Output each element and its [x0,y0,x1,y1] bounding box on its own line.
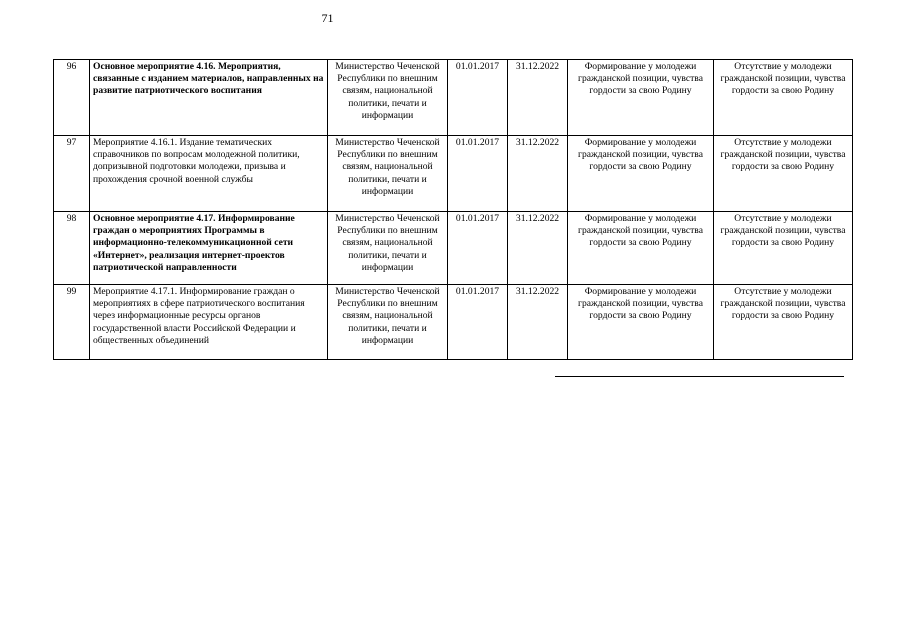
measure-name: Мероприятие 4.16.1. Издание тематических справочников по вопросам молодежной политики, допризывной подготовки молодежи, призыва и прохождения срочной военной службы [90,136,328,212]
expected-result: Формирование у молодежи гражданской позиции, чувства гордости за свою Родину [568,285,714,360]
table-row [54,212,853,285]
non-implementation-consequence: Отсутствие у молодежи гражданской позиции, чувства гордости за свою Родину [714,285,853,360]
expected-result: Формирование у молодежи гражданской позиции, чувства гордости за свою Родину [568,60,714,136]
row-number: 98 [54,212,90,285]
measure-name: Основное мероприятие 4.16. Мероприятия, связанные с изданием материалов, направленных на развитие патриотического воспитания [90,60,328,136]
end-date: 31.12.2022 [508,212,568,285]
start-date: 01.01.2017 [448,285,508,360]
executor: Министерство Чеченской Республики по внешним связям, национальной политики, печати и информации [328,212,448,285]
measure-name: Мероприятие 4.17.1. Информирование граждан о мероприятиях в сфере патриотического воспитания через информационные ресурсы органов государственной власти Российской Федерации и общественных объединений [90,285,328,360]
table-row [54,136,853,212]
row-number: 96 [54,60,90,136]
executor: Министерство Чеченской Республики по внешним связям, национальной политики, печати и информации [328,285,448,360]
executor: Министерство Чеченской Республики по внешним связям, национальной политики, печати и информации [328,136,448,212]
start-date: 01.01.2017 [448,136,508,212]
row-number: 99 [54,285,90,360]
executor: Министерство Чеченской Республики по внешним связям, национальной политики, печати и информации [328,60,448,136]
end-date: 31.12.2022 [508,285,568,360]
row-number: 97 [54,136,90,212]
page-number: 71 [321,11,334,25]
measure-name: Основное мероприятие 4.17. Информирование граждан о мероприятиях Программы в информационно-телекоммуникационной сети «Интернет», реализация интернет-проектов патриотической направленности [90,212,328,285]
start-date: 01.01.2017 [448,212,508,285]
start-date: 01.01.2017 [448,60,508,136]
non-implementation-consequence: Отсутствие у молодежи гражданской позиции, чувства гордости за свою Родину [714,212,853,285]
expected-result: Формирование у молодежи гражданской позиции, чувства гордости за свою Родину [568,136,714,212]
end-date: 31.12.2022 [508,60,568,136]
expected-result: Формирование у молодежи гражданской позиции, чувства гордости за свою Родину [568,212,714,285]
non-implementation-consequence: Отсутствие у молодежи гражданской позиции, чувства гордости за свою Родину [714,136,853,212]
closing-divider [555,376,844,377]
table-row [54,60,853,136]
table-row [54,285,853,360]
non-implementation-consequence: Отсутствие у молодежи гражданской позиции, чувства гордости за свою Родину [714,60,853,136]
measures-table [53,59,853,360]
end-date: 31.12.2022 [508,136,568,212]
